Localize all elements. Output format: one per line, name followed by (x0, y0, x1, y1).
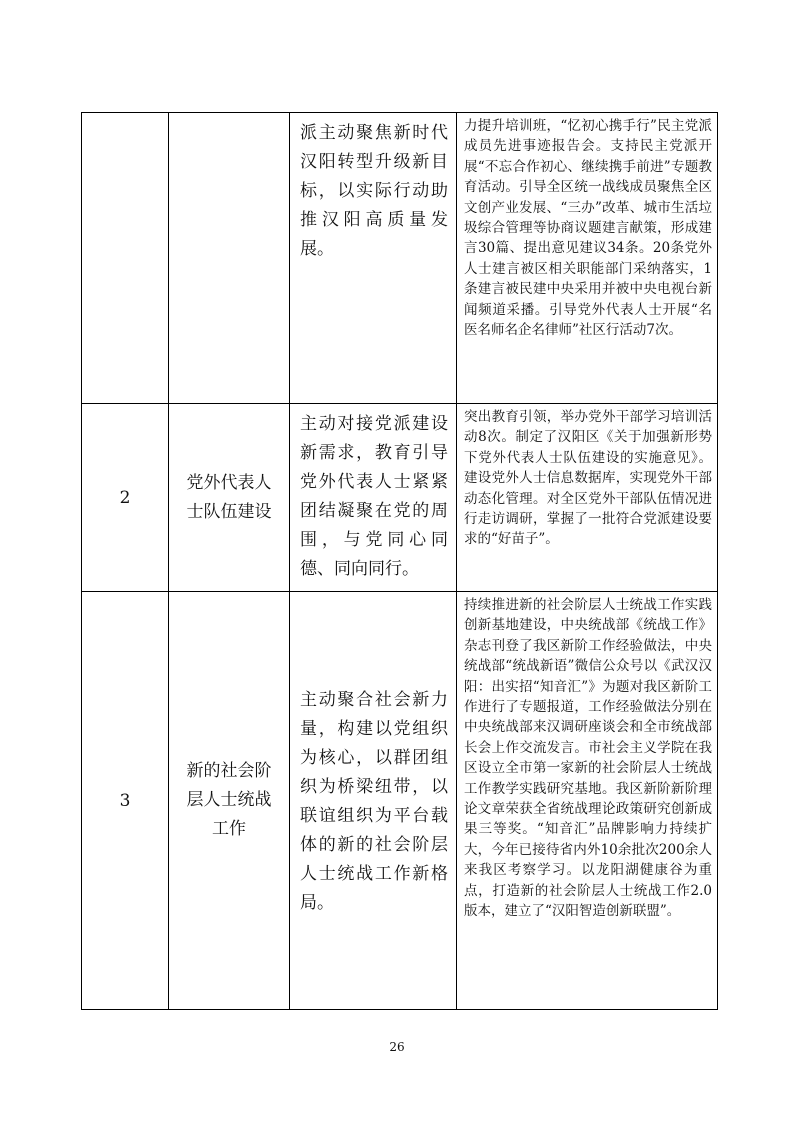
detail-cell: 持续推进新的社会阶层人士统战工作实践创新基地建设，中央统战部《统战工作》杂志刊登了我区新阶工作经验做法，中央统战部“统战新语”微信公众号以《武汉汉阳：出实招“知音汇”》为题对我区新阶工作进行了专题报道，工作经验做法分别在中央统战部来汉调研座谈会和全市统战部长会上作交流发言。市社会主义学院在我区设立全市第一家新的社会阶层人士统战工作教学实践研究基地。我区新阶新阶理论文章荣获全省统战理论政策研究创新成果三等奖。“知音汇”品牌影响力持续扩大，今年已接待省内外10余批次200余人来我区考察学习。以龙阳湖健康谷为重点，打造新的社会阶层人士统战工作2.0版本，建立了“汉阳智造创新联盟”。 (457, 592, 718, 1010)
row-number-cell: 2 (82, 404, 169, 592)
item-name-cell: 新的社会阶层人士统战工作 (169, 592, 290, 1010)
row-number-cell: 3 (82, 592, 169, 1010)
item-name-cell (169, 113, 290, 404)
detail-cell: 突出教育引领，举办党外干部学习培训活动8次。制定了汉阳区《关于加强新形势下党外代表人士队伍建设的实施意见》。建设党外人士信息数据库，实现党外干部动态化管理。对全区党外干部队伍情况进行走访调研，掌握了一批符合党派建设要求的“好苗子”。 (457, 404, 718, 592)
goal-cell: 主动聚合社会新力量，构建以党组织为核心，以群团组织为桥梁纽带，以联谊组织为平台载体的新的社会阶层人士统战工作新格局。 (290, 592, 457, 1010)
item-name-cell: 党外代表人士队伍建设 (169, 404, 290, 592)
goal-cell: 主动对接党派建设新需求，教育引导党外代表人士紧紧团结凝聚在党的周围，与党同心同德、同向同行。 (290, 404, 457, 592)
detail-cell: 力提升培训班，“忆初心携手行”民主党派成员先进事迹报告会。支持民主党派开展“不忘合作初心、继续携手前进”专题教育活动。引导全区统一战线成员聚焦全区文创产业发展、“三办”改革、城市生活垃圾综合管理等协商议题建言献策，形成建言30篇、提出意见建议34条。20条党外人士建言被区相关职能部门采纳落实，1条建言被民建中央采用并被中央电视台新闻频道采播。引导党外代表人士开展“名医名师名企名律师”社区行活动7次。 (457, 113, 718, 404)
table-row (82, 404, 718, 592)
table-row (82, 592, 718, 1010)
goal-cell: 派主动聚焦新时代汉阳转型升级新目标，以实际行动助推汉阳高质量发展。 (290, 113, 457, 404)
table-row (82, 113, 718, 404)
work-summary-table (81, 112, 718, 1010)
page-number: 26 (389, 1040, 405, 1054)
row-number-cell (82, 113, 169, 404)
